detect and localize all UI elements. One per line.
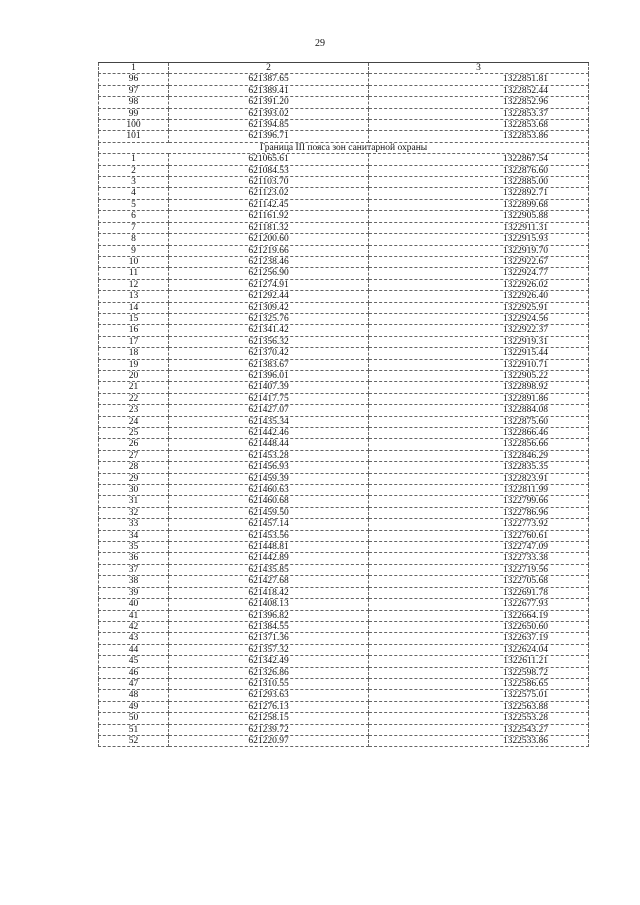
table-row: [99, 576, 589, 587]
column-header-x: 2: [169, 63, 369, 74]
x-coordinate-cell: 621387.65: [169, 74, 369, 85]
point-number-cell: 24: [99, 416, 169, 427]
point-number-cell: 14: [99, 302, 169, 313]
point-number-cell: 34: [99, 530, 169, 541]
y-coordinate-cell: 1322773.92: [369, 519, 589, 530]
y-coordinate-cell: 1322563.88: [369, 701, 589, 712]
x-coordinate-cell: 621460.63: [169, 485, 369, 496]
y-coordinate-cell: 1322866.46: [369, 428, 589, 439]
table-row: [99, 199, 589, 210]
table-row: [99, 120, 589, 131]
table-row: [99, 656, 589, 667]
table-row: [99, 268, 589, 279]
x-coordinate-cell: 621142.45: [169, 199, 369, 210]
x-coordinate-cell: 621435.34: [169, 416, 369, 427]
point-number-cell: 32: [99, 507, 169, 518]
table-row: [99, 599, 589, 610]
table-row: [99, 302, 589, 313]
y-coordinate-cell: 1322553.28: [369, 713, 589, 724]
y-coordinate-cell: 1322846.29: [369, 450, 589, 461]
y-coordinate-cell: 1322910.71: [369, 359, 589, 370]
point-number-cell: 46: [99, 667, 169, 678]
column-header-number: 1: [99, 63, 169, 74]
table-row: [99, 325, 589, 336]
point-number-cell: 98: [99, 97, 169, 108]
table-row: [99, 177, 589, 188]
x-coordinate-cell: 621460.68: [169, 496, 369, 507]
y-coordinate-cell: 1322925.91: [369, 302, 589, 313]
x-coordinate-cell: 621256.90: [169, 268, 369, 279]
table-row: [99, 188, 589, 199]
y-coordinate-cell: 1322856.66: [369, 439, 589, 450]
x-coordinate-cell: 621181.32: [169, 222, 369, 233]
y-coordinate-cell: 1322905.88: [369, 211, 589, 222]
x-coordinate-cell: 621293.63: [169, 690, 369, 701]
table-row: [99, 85, 589, 96]
table-row: [99, 222, 589, 233]
y-coordinate-cell: 1322786.96: [369, 507, 589, 518]
y-coordinate-cell: 1322892.71: [369, 188, 589, 199]
x-coordinate-cell: 621274.91: [169, 279, 369, 290]
x-coordinate-cell: 621326.86: [169, 667, 369, 678]
x-coordinate-cell: 621292.44: [169, 291, 369, 302]
x-coordinate-cell: 621448.81: [169, 542, 369, 553]
y-coordinate-cell: 1322853.68: [369, 120, 589, 131]
y-coordinate-cell: 1322851.81: [369, 74, 589, 85]
point-number-cell: 96: [99, 74, 169, 85]
point-number-cell: 15: [99, 313, 169, 324]
point-number-cell: 6: [99, 211, 169, 222]
x-coordinate-cell: 621239.72: [169, 724, 369, 735]
y-coordinate-cell: 1322919.70: [369, 245, 589, 256]
table-row: [99, 735, 589, 746]
y-coordinate-cell: 1322677.93: [369, 599, 589, 610]
x-coordinate-cell: 621394.85: [169, 120, 369, 131]
table-row: [99, 359, 589, 370]
x-coordinate-cell: 621383.67: [169, 359, 369, 370]
y-coordinate-cell: 1322915.44: [369, 348, 589, 359]
point-number-cell: 12: [99, 279, 169, 290]
table-row: [99, 713, 589, 724]
y-coordinate-cell: 1322823.91: [369, 473, 589, 484]
y-coordinate-cell: 1322543.27: [369, 724, 589, 735]
point-number-cell: 7: [99, 222, 169, 233]
table-row: [99, 496, 589, 507]
point-number-cell: 35: [99, 542, 169, 553]
coordinates-table: [98, 62, 589, 747]
point-number-cell: 39: [99, 587, 169, 598]
table-row: [99, 724, 589, 735]
x-coordinate-cell: 621341.42: [169, 325, 369, 336]
table-row: [99, 507, 589, 518]
point-number-cell: 26: [99, 439, 169, 450]
y-coordinate-cell: 1322760.61: [369, 530, 589, 541]
x-coordinate-cell: 621435.85: [169, 564, 369, 575]
point-number-cell: 8: [99, 234, 169, 245]
y-coordinate-cell: 1322835.35: [369, 462, 589, 473]
point-number-cell: 44: [99, 644, 169, 655]
table-row: [99, 428, 589, 439]
x-coordinate-cell: 621396.71: [169, 131, 369, 142]
table-row: [99, 256, 589, 267]
y-coordinate-cell: 1322853.37: [369, 108, 589, 119]
point-number-cell: 17: [99, 336, 169, 347]
y-coordinate-cell: 1322705.68: [369, 576, 589, 587]
point-number-cell: 97: [99, 85, 169, 96]
x-coordinate-cell: 621393.02: [169, 108, 369, 119]
table-row: [99, 370, 589, 381]
y-coordinate-cell: 1322691.78: [369, 587, 589, 598]
table-row: [99, 291, 589, 302]
x-coordinate-cell: 621342.49: [169, 656, 369, 667]
table-row: [99, 564, 589, 575]
y-coordinate-cell: 1322885.00: [369, 177, 589, 188]
y-coordinate-cell: 1322884.08: [369, 405, 589, 416]
table-row: [99, 462, 589, 473]
point-number-cell: 100: [99, 120, 169, 131]
y-coordinate-cell: 1322926.40: [369, 291, 589, 302]
x-coordinate-cell: 621448.44: [169, 439, 369, 450]
point-number-cell: 23: [99, 405, 169, 416]
x-coordinate-cell: 621356.32: [169, 336, 369, 347]
point-number-cell: 11: [99, 268, 169, 279]
x-coordinate-cell: 621161.92: [169, 211, 369, 222]
table-row: [99, 587, 589, 598]
table-row: [99, 542, 589, 553]
point-number-cell: 30: [99, 485, 169, 496]
x-coordinate-cell: 621427.07: [169, 405, 369, 416]
y-coordinate-cell: 1322664.19: [369, 610, 589, 621]
x-coordinate-cell: 621276.13: [169, 701, 369, 712]
y-coordinate-cell: 1322911.31: [369, 222, 589, 233]
y-coordinate-cell: 1322922.67: [369, 256, 589, 267]
point-number-cell: 43: [99, 633, 169, 644]
point-number-cell: 41: [99, 610, 169, 621]
x-coordinate-cell: 621220.97: [169, 735, 369, 746]
point-number-cell: 49: [99, 701, 169, 712]
table-row: [99, 108, 589, 119]
table-row: [99, 553, 589, 564]
table-row: [99, 450, 589, 461]
x-coordinate-cell: 621371.36: [169, 633, 369, 644]
table-row: [99, 621, 589, 632]
y-coordinate-cell: 1322853.86: [369, 131, 589, 142]
section-row: [99, 142, 589, 153]
point-number-cell: 20: [99, 370, 169, 381]
x-coordinate-cell: 621417.75: [169, 393, 369, 404]
x-coordinate-cell: 621370.42: [169, 348, 369, 359]
x-coordinate-cell: 621084.53: [169, 165, 369, 176]
point-number-cell: 9: [99, 245, 169, 256]
table-row: [99, 678, 589, 689]
y-coordinate-cell: 1322919.31: [369, 336, 589, 347]
x-coordinate-cell: 621309.42: [169, 302, 369, 313]
point-number-cell: 38: [99, 576, 169, 587]
table-row: [99, 234, 589, 245]
x-coordinate-cell: 621459.39: [169, 473, 369, 484]
page-number: 29: [315, 38, 325, 49]
column-header-y: 3: [369, 63, 589, 74]
y-coordinate-cell: 1322811.99: [369, 485, 589, 496]
point-number-cell: 47: [99, 678, 169, 689]
y-coordinate-cell: 1322875.60: [369, 416, 589, 427]
y-coordinate-cell: 1322719.56: [369, 564, 589, 575]
y-coordinate-cell: 1322924.56: [369, 313, 589, 324]
y-coordinate-cell: 1322926.02: [369, 279, 589, 290]
table-row: [99, 131, 589, 142]
x-coordinate-cell: 621389.41: [169, 85, 369, 96]
point-number-cell: 27: [99, 450, 169, 461]
x-coordinate-cell: 621453.56: [169, 530, 369, 541]
x-coordinate-cell: 621408.13: [169, 599, 369, 610]
x-coordinate-cell: 621258.15: [169, 713, 369, 724]
table-row: [99, 633, 589, 644]
point-number-cell: 45: [99, 656, 169, 667]
x-coordinate-cell: 621396.01: [169, 370, 369, 381]
x-coordinate-cell: 621123.02: [169, 188, 369, 199]
table-row: [99, 610, 589, 621]
table-row: [99, 245, 589, 256]
y-coordinate-cell: 1322637.19: [369, 633, 589, 644]
y-coordinate-cell: 1322876.60: [369, 165, 589, 176]
table-row: [99, 382, 589, 393]
table-row: [99, 644, 589, 655]
point-number-cell: 28: [99, 462, 169, 473]
y-coordinate-cell: 1322922.37: [369, 325, 589, 336]
point-number-cell: 25: [99, 428, 169, 439]
table-row: [99, 393, 589, 404]
x-coordinate-cell: 621456.93: [169, 462, 369, 473]
y-coordinate-cell: 1322852.44: [369, 85, 589, 96]
x-coordinate-cell: 621457.14: [169, 519, 369, 530]
x-coordinate-cell: 621418.42: [169, 587, 369, 598]
y-coordinate-cell: 1322533.86: [369, 735, 589, 746]
x-coordinate-cell: 621103.70: [169, 177, 369, 188]
section-title: Граница III пояса зон санитарной охраны: [99, 142, 589, 153]
point-number-cell: 37: [99, 564, 169, 575]
point-number-cell: 13: [99, 291, 169, 302]
y-coordinate-cell: 1322898.92: [369, 382, 589, 393]
table-row: [99, 405, 589, 416]
x-coordinate-cell: 621219.66: [169, 245, 369, 256]
table-row: [99, 690, 589, 701]
x-coordinate-cell: 621459.50: [169, 507, 369, 518]
y-coordinate-cell: 1322852.96: [369, 97, 589, 108]
point-number-cell: 16: [99, 325, 169, 336]
point-number-cell: 10: [99, 256, 169, 267]
point-number-cell: 22: [99, 393, 169, 404]
point-number-cell: 4: [99, 188, 169, 199]
x-coordinate-cell: 621065.61: [169, 154, 369, 165]
point-number-cell: 21: [99, 382, 169, 393]
point-number-cell: 1: [99, 154, 169, 165]
point-number-cell: 29: [99, 473, 169, 484]
point-number-cell: 42: [99, 621, 169, 632]
y-coordinate-cell: 1322905.22: [369, 370, 589, 381]
y-coordinate-cell: 1322899.68: [369, 199, 589, 210]
table-row: [99, 211, 589, 222]
point-number-cell: 99: [99, 108, 169, 119]
table-row: [99, 473, 589, 484]
y-coordinate-cell: 1322733.38: [369, 553, 589, 564]
table-row: [99, 416, 589, 427]
table-row: [99, 313, 589, 324]
y-coordinate-cell: 1322799.66: [369, 496, 589, 507]
x-coordinate-cell: 621200.60: [169, 234, 369, 245]
point-number-cell: 48: [99, 690, 169, 701]
point-number-cell: 33: [99, 519, 169, 530]
x-coordinate-cell: 621238.46: [169, 256, 369, 267]
x-coordinate-cell: 621396.82: [169, 610, 369, 621]
y-coordinate-cell: 1322575.01: [369, 690, 589, 701]
point-number-cell: 101: [99, 131, 169, 142]
table-row: [99, 165, 589, 176]
table-row: [99, 530, 589, 541]
point-number-cell: 51: [99, 724, 169, 735]
table-row: [99, 485, 589, 496]
table-row: [99, 667, 589, 678]
x-coordinate-cell: 621357.32: [169, 644, 369, 655]
y-coordinate-cell: 1322867.54: [369, 154, 589, 165]
x-coordinate-cell: 621310.55: [169, 678, 369, 689]
table-row: [99, 439, 589, 450]
x-coordinate-cell: 621407.39: [169, 382, 369, 393]
x-coordinate-cell: 621427.68: [169, 576, 369, 587]
y-coordinate-cell: 1322611.21: [369, 656, 589, 667]
table-row: [99, 154, 589, 165]
table-row: [99, 348, 589, 359]
x-coordinate-cell: 621325.76: [169, 313, 369, 324]
point-number-cell: 18: [99, 348, 169, 359]
table-header-row: [99, 63, 589, 74]
point-number-cell: 31: [99, 496, 169, 507]
y-coordinate-cell: 1322924.77: [369, 268, 589, 279]
table-row: [99, 701, 589, 712]
table-row: [99, 74, 589, 85]
y-coordinate-cell: 1322915.93: [369, 234, 589, 245]
x-coordinate-cell: 621442.46: [169, 428, 369, 439]
point-number-cell: 50: [99, 713, 169, 724]
y-coordinate-cell: 1322586.65: [369, 678, 589, 689]
point-number-cell: 19: [99, 359, 169, 370]
x-coordinate-cell: 621384.55: [169, 621, 369, 632]
y-coordinate-cell: 1322598.72: [369, 667, 589, 678]
point-number-cell: 36: [99, 553, 169, 564]
table-row: [99, 336, 589, 347]
table-row: [99, 519, 589, 530]
table-row: [99, 279, 589, 290]
x-coordinate-cell: 621453.28: [169, 450, 369, 461]
y-coordinate-cell: 1322891.86: [369, 393, 589, 404]
y-coordinate-cell: 1322624.04: [369, 644, 589, 655]
point-number-cell: 2: [99, 165, 169, 176]
point-number-cell: 5: [99, 199, 169, 210]
point-number-cell: 52: [99, 735, 169, 746]
point-number-cell: 40: [99, 599, 169, 610]
x-coordinate-cell: 621391.20: [169, 97, 369, 108]
point-number-cell: 3: [99, 177, 169, 188]
x-coordinate-cell: 621442.89: [169, 553, 369, 564]
table-row: [99, 97, 589, 108]
y-coordinate-cell: 1322747.09: [369, 542, 589, 553]
y-coordinate-cell: 1322650.60: [369, 621, 589, 632]
